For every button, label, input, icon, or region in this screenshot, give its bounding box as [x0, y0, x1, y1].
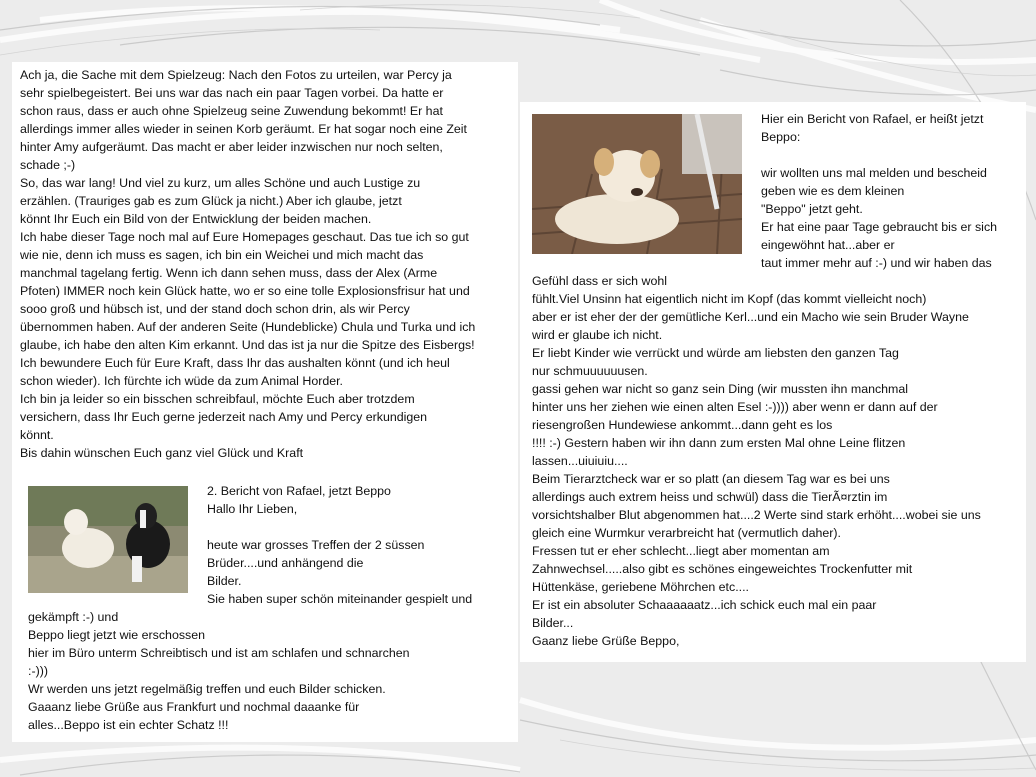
report-2-continued: gekämpft :-) und Beppo liegt jetzt wie erschossen hier im Büro unterm Schreibtisch und ist am schlafen und schnarchen :-))) Wr werden uns jetzt regelmäßig treffen und euch Bilder schicken. Gaaanz liebe Grüße aus Frankfurt und nochmal daaanke für alles...Beppo ist ein echter Schatz !!!: [28, 610, 410, 732]
report-1-intro: Hier ein Bericht von Rafael, er heißt jetzt Beppo: wir wollten uns mal melden und bescheid geben wie es dem kleinen "Beppo" jetzt geht. Er hat eine paar Tage gebraucht bis er sich eingewöhnt hat...aber er taut immer mehr auf :-) und wir haben das: [761, 112, 998, 270]
two-dogs-photo: [28, 486, 188, 593]
left-main-paragraph: Ach ja, die Sache mit dem Spielzeug: Nach den Fotos zu urteilen, war Percy ja sehr spielbegeistert. Bei uns war das nach ein paar Tagen vorbei. Da hatte er schon raus, dass er auch ohne Spielzeug seine Zuwendung bekommt! Er hat allerdings immer alles wieder in seinen Korb geräumt. Er hat sogar noch eine Zeit hinter Amy aufgeräumt. Das macht er aber leider inzwischen nur noch selten, schade ;-) So, das war lang! Und viel zu kurz, um alles Schöne und auch Lustige zu erzählen. (Trauriges gab es zum Glück ja nicht.) Aber ich glaube, jetzt könnt Ihr Euch ein Bild von der Entwicklung der beiden machen. Ich habe dieser Tage noch mal auf Eure Homepages geschaut. Das tue ich so gut wie nie, denn ich muss es sagen, ich bin ein Weichei und mich macht das manchmal tagelang fertig. Wenn ich dann sehen muss, dass der Alex (Arme Pfoten) IMMER noch kein Glück hatte, wo er so eine tolle Explosionsfrisur hat und sooo groß und hübsch ist, und der stand doch schon drin, als wir Percy übernommen haben. Auf der anderen Seite (Hundeblicke) Chula und Turka und ich glaube, ich habe den alten Kim erkannt. Und das ist ja nur die Spitze des Eisbergs! Ich bewundere Euch für Eure Kraft, dass Ihr das aushalten könnt (und ich heul schon wieder). Ich fürchte ich wüde da zum Animal Horder. Ich bin ja leider so ein bisschen schreibfaul, möchte Euch aber trotzdem versichern, dass Ihr Euch gerne jederzeit nach Amy und Percy erkundigen könnt. Bis dahin wünschen Euch ganz viel Glück und Kraft: [20, 68, 476, 460]
report-1-continued: Gefühl dass er sich wohl fühlt.Viel Unsinn hat eigentlich nicht im Kopf (das kommt vielleicht noch) aber er ist eher der der gemütliche Kerl...und ein Macho wie sein Bruder Wayne wird er glaube ich nicht. Er liebt Kinder wie verrückt und würde am liebsten den ganzen Tag nur schmuuuuuusen. gassi gehen war nicht so ganz sein Ding (wir mussten ihn manchmal hinter uns her ziehen wie einen alten Esel :-)))) aber wenn er dann auf der riesengroßen Hundewiese ankommt...dann geht es los !!!! :-) Gestern haben wir ihn dann zum ersten Mal ohne Leine flitzen lassen...uiuiuiu.... Beim Tierarztcheck war er so platt (an diesem Tag war es bei uns allerdings auch extrem heiss und schwül) dass die TierÃ¤rztin im vorsichtshalber Blut abgenommen hat....2 Werte sind stark erhöht....wobei sie uns gleich eine Wurmkur verarbreicht hat (vermutlich daher). Fressen tut er eher schlecht...liegt aber momentan am Zahnwechsel.....also gibt es schönes eingeweichtes Trockenfutter mit Hüttenkäse, geriebene Möhrchen etc.... Er ist ein absoluter Schaaaaaatz...ich schick euch mal ein paar Bilder... Gaanz liebe Grüße Beppo,: [532, 274, 981, 648]
beppo-lying-photo: [532, 114, 742, 254]
report-2-beside-photo: 2. Bericht von Rafael, jetzt Beppo Hallo Ihr Lieben, heute war grosses Treffen der 2 süssen Brüder....und anhängend die Bilder. Sie haben super schön miteinander gespielt und: [207, 484, 473, 606]
